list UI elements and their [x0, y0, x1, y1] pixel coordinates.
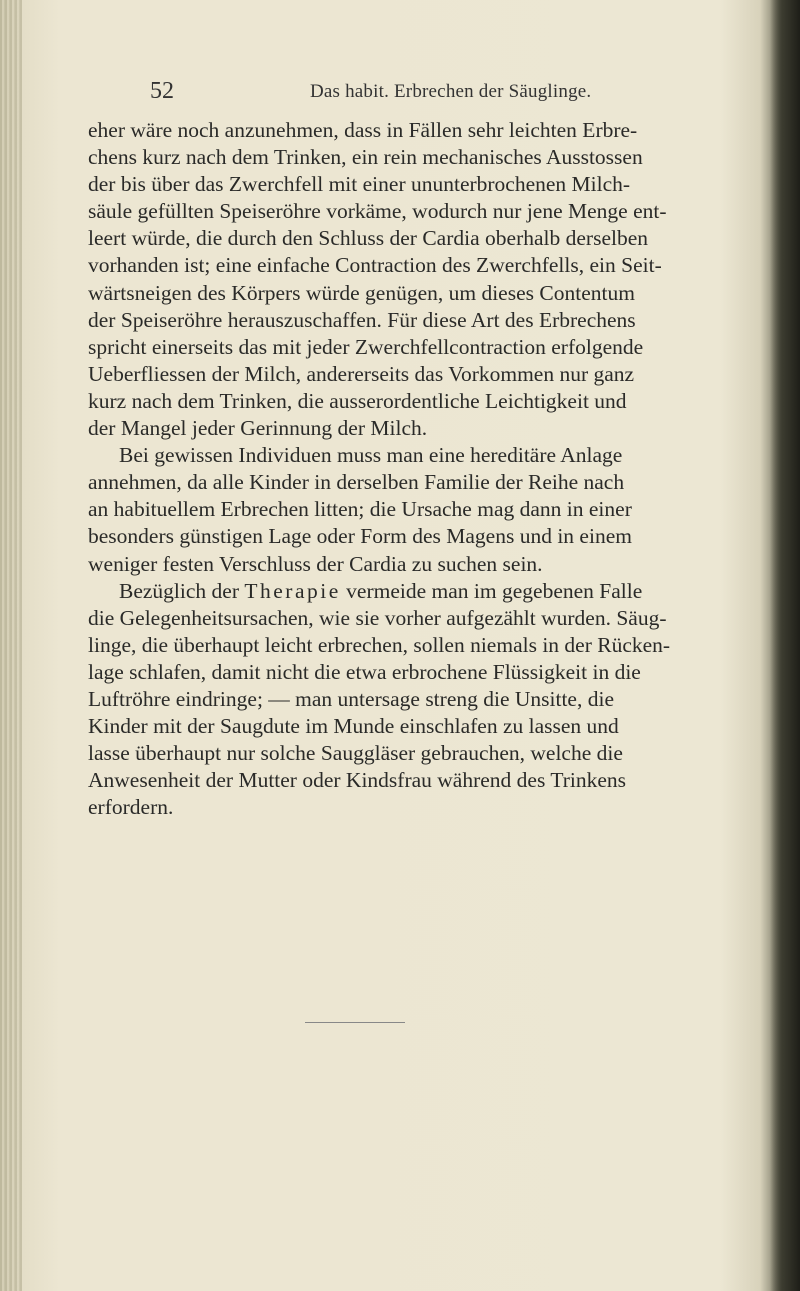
page-gutter	[0, 0, 22, 1291]
page-header	[150, 78, 710, 108]
text-line: erfordern.	[88, 795, 174, 820]
text-line: Kinder mit der Saugdute im Munde einschlafen zu lassen und	[88, 714, 619, 739]
paragraph-start-line: Bei gewissen Individuen muss man eine hereditäre Anlage	[119, 443, 623, 468]
section-end-rule	[305, 1022, 405, 1023]
text-line: kurz nach dem Trinken, die ausserordentliche Leichtigkeit und	[88, 388, 627, 413]
text-line: leert würde, die durch den Schluss der Cardia oberhalb derselben	[88, 226, 648, 251]
text-line: Luftröhre eindringe; — man untersage streng die Unsitte, die	[88, 686, 614, 711]
text-line: lage schlafen, damit nicht die etwa erbrochene Flüssigkeit in die	[88, 659, 641, 684]
text-line: annehmen, da alle Kinder in derselben Familie der Reihe nach	[88, 470, 625, 495]
text-line: der Speiseröhre herauszuschaffen. Für diese Art des Erbrechens	[88, 307, 636, 332]
therapie-line-start: Bezüglich der	[119, 578, 245, 603]
text-line: lasse überhaupt nur solche Sauggläser gebrauchen, welche die	[88, 741, 623, 766]
text-line: eher wäre noch anzunehmen, dass in Fällen sehr leichten Erbre-	[88, 118, 638, 142]
therapie-line-end: vermeide man im gegebenen Falle	[340, 578, 643, 603]
text-line: Anwesenheit der Mutter oder Kindsfrau während des Trinkens	[88, 768, 626, 793]
running-head: Das habit. Erbrechen der Säuglinge.	[310, 81, 592, 102]
text-line: besonders günstigen Lage oder Form des Magens und in einem	[88, 524, 632, 549]
text-line: vorhanden ist; eine einfache Contraction des Zwerchfells, ein Seit-	[88, 253, 662, 278]
text-line: spricht einerseits das mit jeder Zwerchfellcontraction erfolgende	[88, 334, 644, 359]
text-line: der bis über das Zwerchfell mit einer ununterbrochenen Milch-	[88, 172, 631, 197]
emphasized-word: Therapie	[244, 578, 341, 603]
text-line: an habituellem Erbrechen litten; die Ursache mag dann in einer	[88, 497, 632, 522]
text-line: wärtsneigen des Körpers würde genügen, um dieses Contentum	[88, 280, 635, 305]
text-line: Ueberfliessen der Milch, andererseits das Vorkommen nur ganz	[88, 361, 635, 386]
text-line: säule gefüllten Speiseröhre vorkäme, wodurch nur jene Menge ent-	[88, 199, 667, 224]
text-line: der Mangel jeder Gerinnung der Milch.	[88, 416, 428, 441]
text-line: chens kurz nach dem Trinken, ein rein mechanisches Ausstossen	[88, 145, 643, 170]
paragraph-start-line	[88, 578, 788, 605]
text-line: linge, die überhaupt leicht erbrechen, sollen niemals in der Rücken-	[88, 632, 671, 657]
text-line: weniger festen Verschluss der Cardia zu suchen sein.	[88, 551, 543, 576]
body-text	[88, 117, 788, 821]
page-number: 52	[150, 78, 174, 104]
text-line: die Gelegenheitsursachen, wie sie vorher aufgezählt wurden. Säug-	[88, 605, 667, 630]
